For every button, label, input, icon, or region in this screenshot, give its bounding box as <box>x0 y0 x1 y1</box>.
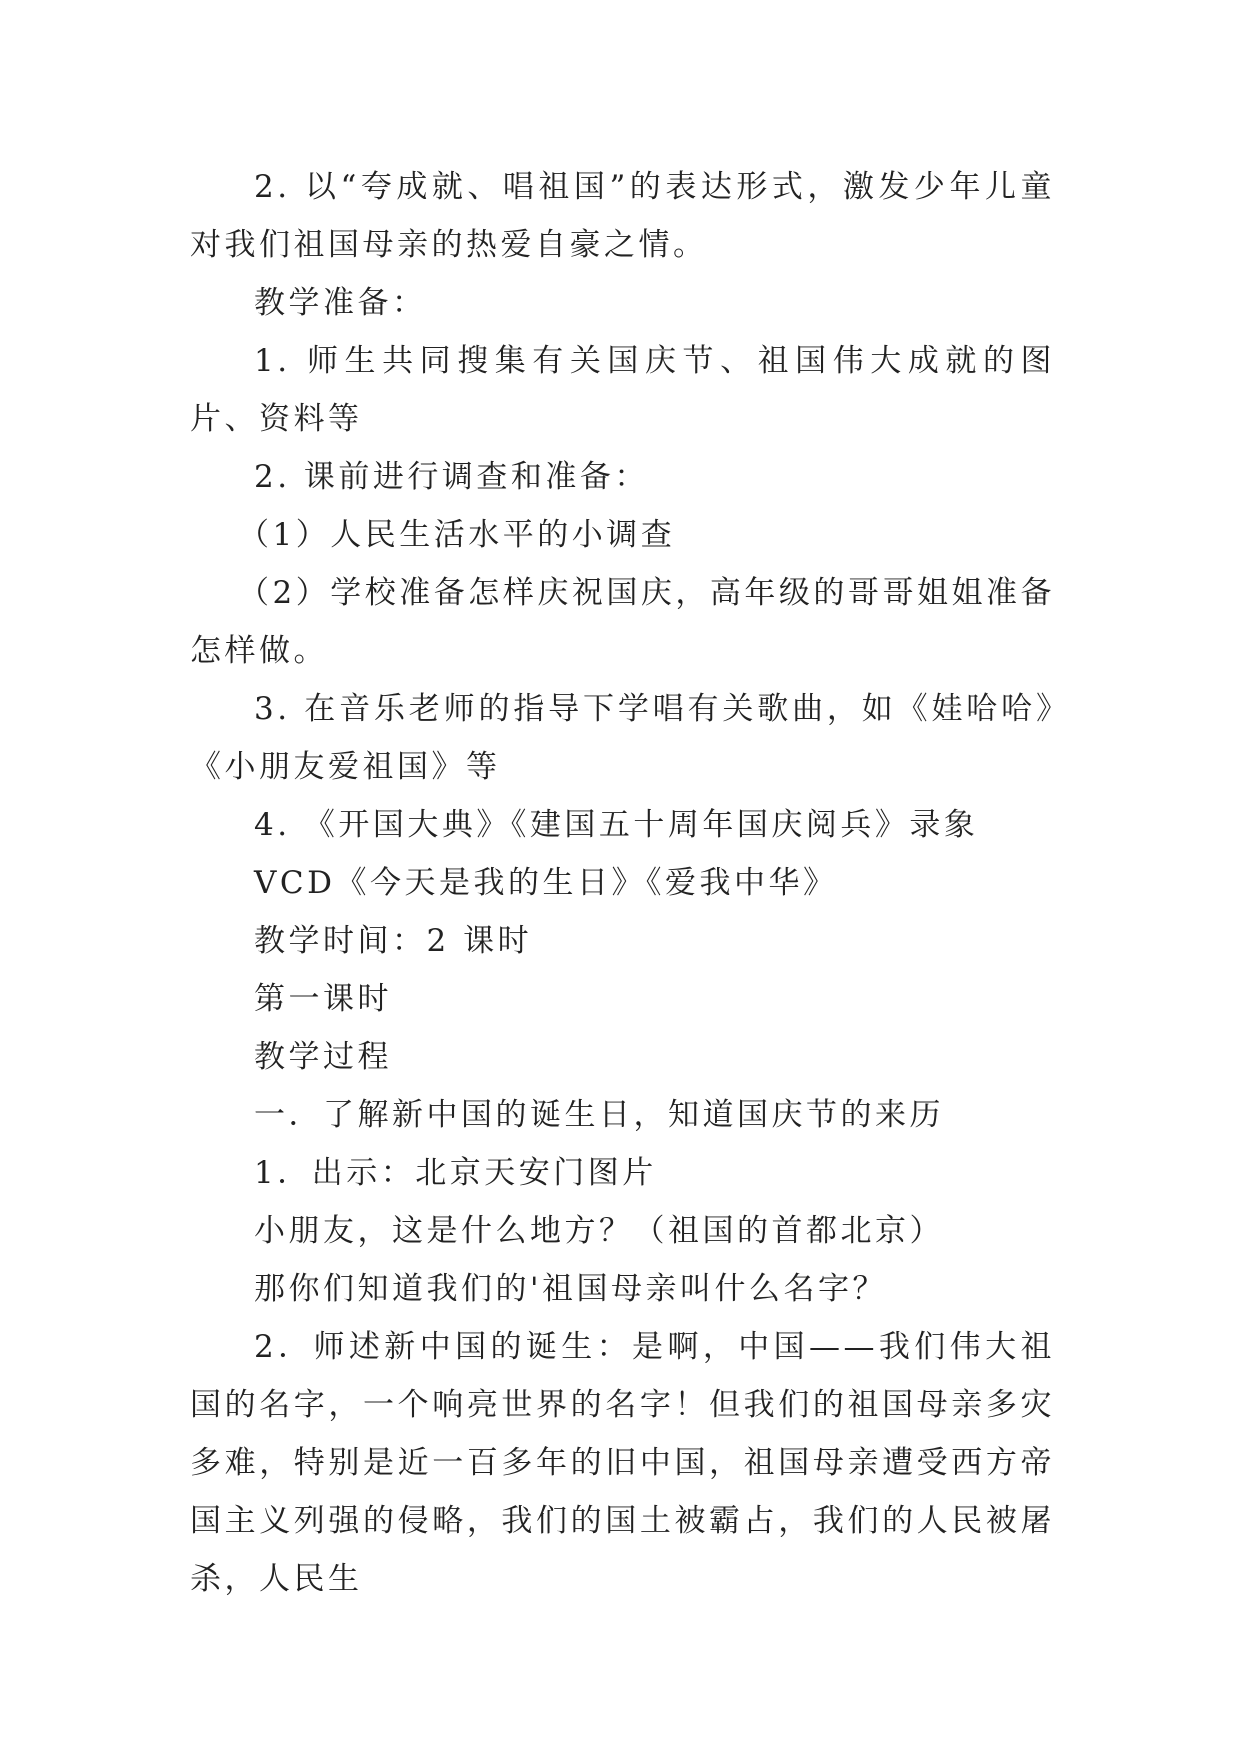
paragraph-first-lesson: 第一课时 <box>254 981 392 1017</box>
paragraph-question-2: 那你们知道我们的'祖国母亲叫什么名字？ <box>254 1271 888 1307</box>
paragraph-step-1: 1．出示：北京天安门图片 <box>254 1155 657 1191</box>
paragraph-prep-2-sub-1: （1）人民生活水平的小调查 <box>238 517 676 553</box>
paragraph-step-2: 2．师述新中国的诞生：是啊，中国——我们伟大祖国的名字，一个响亮世界的名字！但我们的祖国母亲多灾多难，特别是近一百多年的旧中国，祖国母亲遭受西方帝国主义列强的侵略，我们的国土被霸占，我们的人民被屠杀，人民生 <box>190 1329 1055 1597</box>
paragraph-prep-2: 2. 课前进行调查和准备： <box>254 459 649 495</box>
paragraph-question-1: 小朋友，这是什么地方？（祖国的首都北京） <box>254 1213 944 1249</box>
document-body <box>190 158 1055 1608</box>
paragraph-teaching-time: 教学时间：2 课时 <box>254 923 533 959</box>
paragraph-prep-4: 4. 《开国大典》《建国五十周年国庆阅兵》录象 <box>254 807 979 843</box>
paragraph-section-1: 一．了解新中国的诞生日，知道国庆节的来历 <box>254 1097 944 1133</box>
paragraph-goal-2: 2. 以“夸成就、唱祖国”的表达形式，激发少年儿童对我们祖国母亲的热爱自豪之情。 <box>190 169 1055 263</box>
paragraph-prep-heading: 教学准备： <box>254 285 427 321</box>
paragraph-prep-1: 1. 师生共同搜集有关国庆节、祖国伟大成就的图片、资料等 <box>190 343 1055 437</box>
paragraph-process-heading: 教学过程 <box>254 1039 392 1075</box>
paragraph-prep-4-vcd: VCD《今天是我的生日》《爱我中华》 <box>254 865 838 901</box>
paragraph-prep-3: 3. 在音乐老师的指导下学唱有关歌曲，如《娃哈哈》《小朋友爱祖国》等 <box>190 691 1055 785</box>
paragraph-prep-2-sub-2: （2）学校准备怎样庆祝国庆，高年级的哥哥姐姐准备怎样做。 <box>190 575 1055 669</box>
